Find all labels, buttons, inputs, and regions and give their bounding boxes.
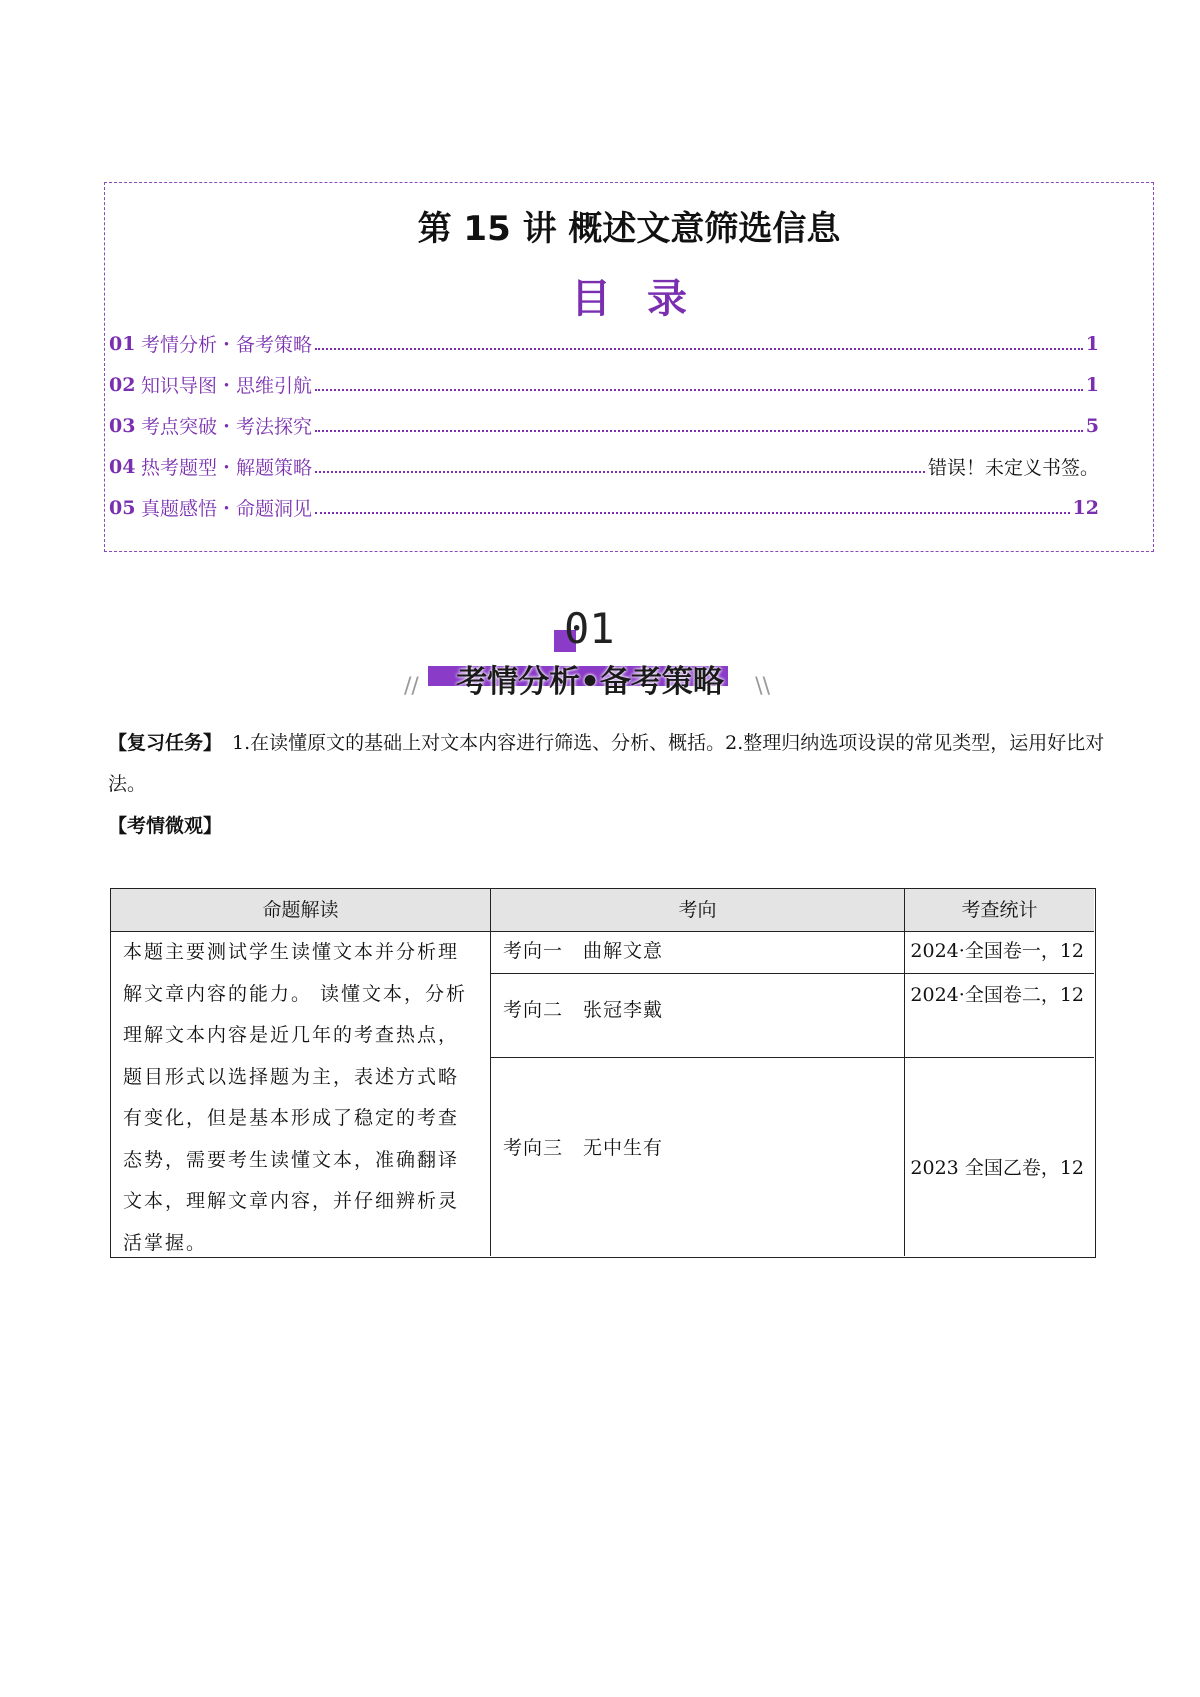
toc-item[interactable] — [109, 364, 1099, 405]
table-cell-statistic: 2023 全国乙卷，12 — [910, 1157, 1084, 1179]
toc-item-page: 1 — [1085, 332, 1099, 355]
toc-item-page: 12 — [1072, 496, 1099, 519]
document-title: 第 15 讲 概述文意筛选信息 — [417, 209, 841, 249]
toc-item-label: 知识导图・思维引航 — [141, 375, 313, 397]
table-header-direction: 考向 — [491, 889, 905, 932]
toc-item-number: 05 — [109, 496, 136, 519]
table-header-statistics: 考查统计 — [905, 889, 1094, 932]
toc-box — [104, 182, 1154, 552]
toc-item-label: 热考题型・解题策略 — [141, 457, 313, 479]
table-cell-interpretation: 本题主要测试学生读懂文本并分析理解文章内容的能力。 读懂文本，分析理解文本内容是近几年的考查热点，题目形式以选择题为主，表述方式略有变化，但是基本形成了稳定的考查态势，需要考生读懂文本，准确翻译文本，理解文章内容，并仔细辨析灵活掌握。 — [111, 932, 491, 1256]
toc-item-number: 02 — [109, 373, 136, 396]
table-cell-direction: 考向一 曲解文意 — [491, 932, 905, 974]
toc-item-label: 考点突破・考法探究 — [141, 416, 313, 438]
toc-item-page: 1 — [1085, 373, 1099, 396]
toc-item-page: 5 — [1085, 414, 1099, 437]
micro-heading-label: 【考情微观】 — [108, 815, 223, 837]
toc-item-label: 考情分析・备考策略 — [141, 334, 313, 356]
section-banner — [400, 604, 780, 704]
toc-leader-dots — [315, 348, 1083, 350]
toc-item[interactable] — [109, 446, 1099, 487]
toc-list — [109, 323, 1099, 528]
toc-leader-dots — [315, 389, 1083, 391]
section-title: 考情分析•备考策略 — [456, 664, 724, 700]
toc-item[interactable] — [109, 323, 1099, 364]
toc-item-page: 错误！未定义书签。 — [927, 457, 1099, 479]
toc-leader-dots — [315, 430, 1083, 432]
review-task-paragraph — [108, 723, 1108, 805]
exam-analysis-table — [110, 888, 1096, 1258]
toc-leader-dots — [315, 512, 1070, 514]
review-task-text: 1.在读懂原文的基础上对文本内容进行筛选、分析、概括。2.整理归纳选项设误的常见类型，运用好比对法。 — [108, 732, 1105, 795]
toc-heading: 目录 — [571, 276, 723, 322]
toc-item-number: 03 — [109, 414, 136, 437]
toc-item-number: 04 — [109, 455, 136, 478]
toc-item-label: 真题感悟・命题洞见 — [141, 498, 313, 520]
table-cell-statistic: 2024·全国卷二，12 — [905, 974, 1094, 1058]
table-cell-direction: 考向三 无中生有 — [491, 1058, 905, 1256]
section-number: 01 — [564, 604, 615, 653]
toc-item[interactable] — [109, 405, 1099, 446]
toc-leader-dots — [315, 471, 925, 473]
review-task-label: 【复习任务】 — [108, 732, 223, 754]
table-cell-statistic: 2024·全国卷一，12 — [905, 932, 1094, 974]
decorative-slash-left: // — [404, 674, 419, 699]
table-cell-direction: 考向二 张冠李戴 — [491, 974, 905, 1058]
table-header-interpretation: 命题解读 — [111, 889, 491, 932]
decorative-slash-right: \\ — [755, 674, 770, 699]
toc-item-number: 01 — [109, 332, 136, 355]
micro-heading-paragraph — [108, 806, 1108, 847]
toc-item[interactable] — [109, 487, 1099, 528]
